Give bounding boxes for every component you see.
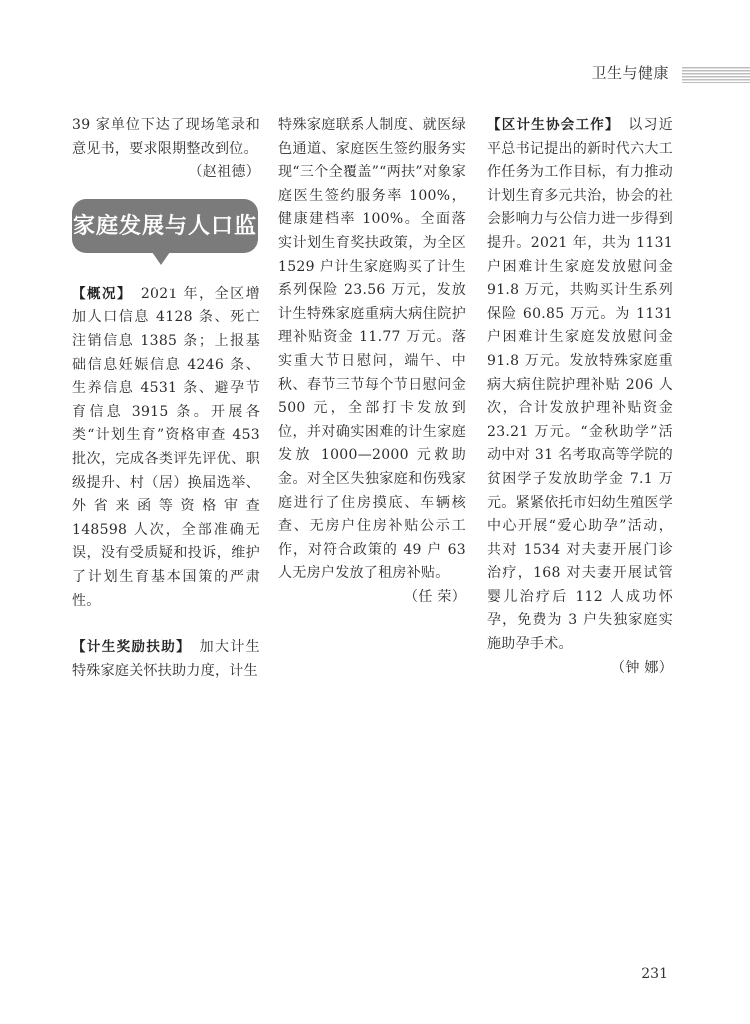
association-paragraph [487,114,673,657]
association-label: 【区计生协会工作】 [487,117,613,133]
page-number: 231 [641,966,668,982]
column-middle [278,114,466,609]
overview-text: 2021 年，全区增加人口信息 4128 条、死亡注销信息 1385 条；上报基础信息妊娠信息 4246 条、生养信息 4531 条、避孕节育信息 3915 条。开展各类“计划生育”资格审查 453 批次，完成各类评先评优、职级提升、村（居）换届选举、外省来函等资格审查 148598 人次，全部准确无误，没有受质疑和投诉，维护了计划生育基本国策的严肃性。 [72,285,260,609]
column-left [72,114,260,683]
reward-text: 加大计生特殊家庭关怀扶助力度，计生 [72,639,260,679]
header-decoration-lines [682,67,750,83]
column-right [487,114,673,680]
reward-paragraph [72,636,260,683]
author-signature: （钟 娜） [611,659,673,676]
section-header-title: 卫生与健康 [591,64,669,82]
paragraph-gap [72,613,260,636]
author-signature: （任 荣） [404,588,466,605]
section-heading-pointer [152,252,170,265]
overview-label: 【概况】 [72,285,126,302]
association-text: 以习近平总书记提出的新时代六大工作任务为工作目标，有力推动计划生育多元共治，协会的社会影响力与公信力进一步得到提升。2021 年，共为 1131 户困难计生家庭发放慰问金 91.8 万元，共购买计生系列保险 60.85 万元。为 1131 户困难计生家庭发放慰问金 91.8 万元。发放特殊家庭重病大病住院护理补贴 206 人次，合计发放护理补贴资金 23.21 万元。“金秋助学”活动中对 31 名考取高等学院的贫困学子发放助学金 7.1 万元。紧紧依托市妇幼生殖医学中心开展“爱心助孕”活动，共对 1534 对夫妻开展门诊治疗，168 对夫妻开展试管婴儿治疗后 112 人成功怀孕，免费为 3 户失独家庭实施助孕手术。 [487,117,673,653]
overview-paragraph [72,283,260,613]
paragraph-continued: 39 家单位下达了现场笔录和意见书，要求限期整改到位。 [72,117,260,157]
author-signature: （赵祖德） [188,164,260,181]
reward-label: 【计生奖励扶助】 [72,639,185,656]
reward-continued-paragraph: 特殊家庭联系人制度、就医绿色通道、家庭医生签约服务实现“三个全覆盖”“两扶”对象家庭医生签约服务率 100%，健康建档率 100%。全面落实计划生育奖扶政策，为全区 1529 户计生家庭购买了计生系列保险 23.56 万元，发放计生特殊家庭重病大病住院护理补贴资金 11.77 万元。落实重大节日慰问，端午、中秋、春节三节每个节日慰问金 500 元，全部打卡发放到位，并对确实困难的计生家庭发放 1000—2000 元救助金。对全区失独家庭和伤残家庭进行了住房摸底、车辆核查、无房户住房补贴公示工作，对符合政策的 49 户 63 人无房户发放了租房补贴。 [278,117,466,582]
section-heading-box [72,199,258,293]
section-heading-title: 家庭发展与人口监测 [72,212,257,293]
